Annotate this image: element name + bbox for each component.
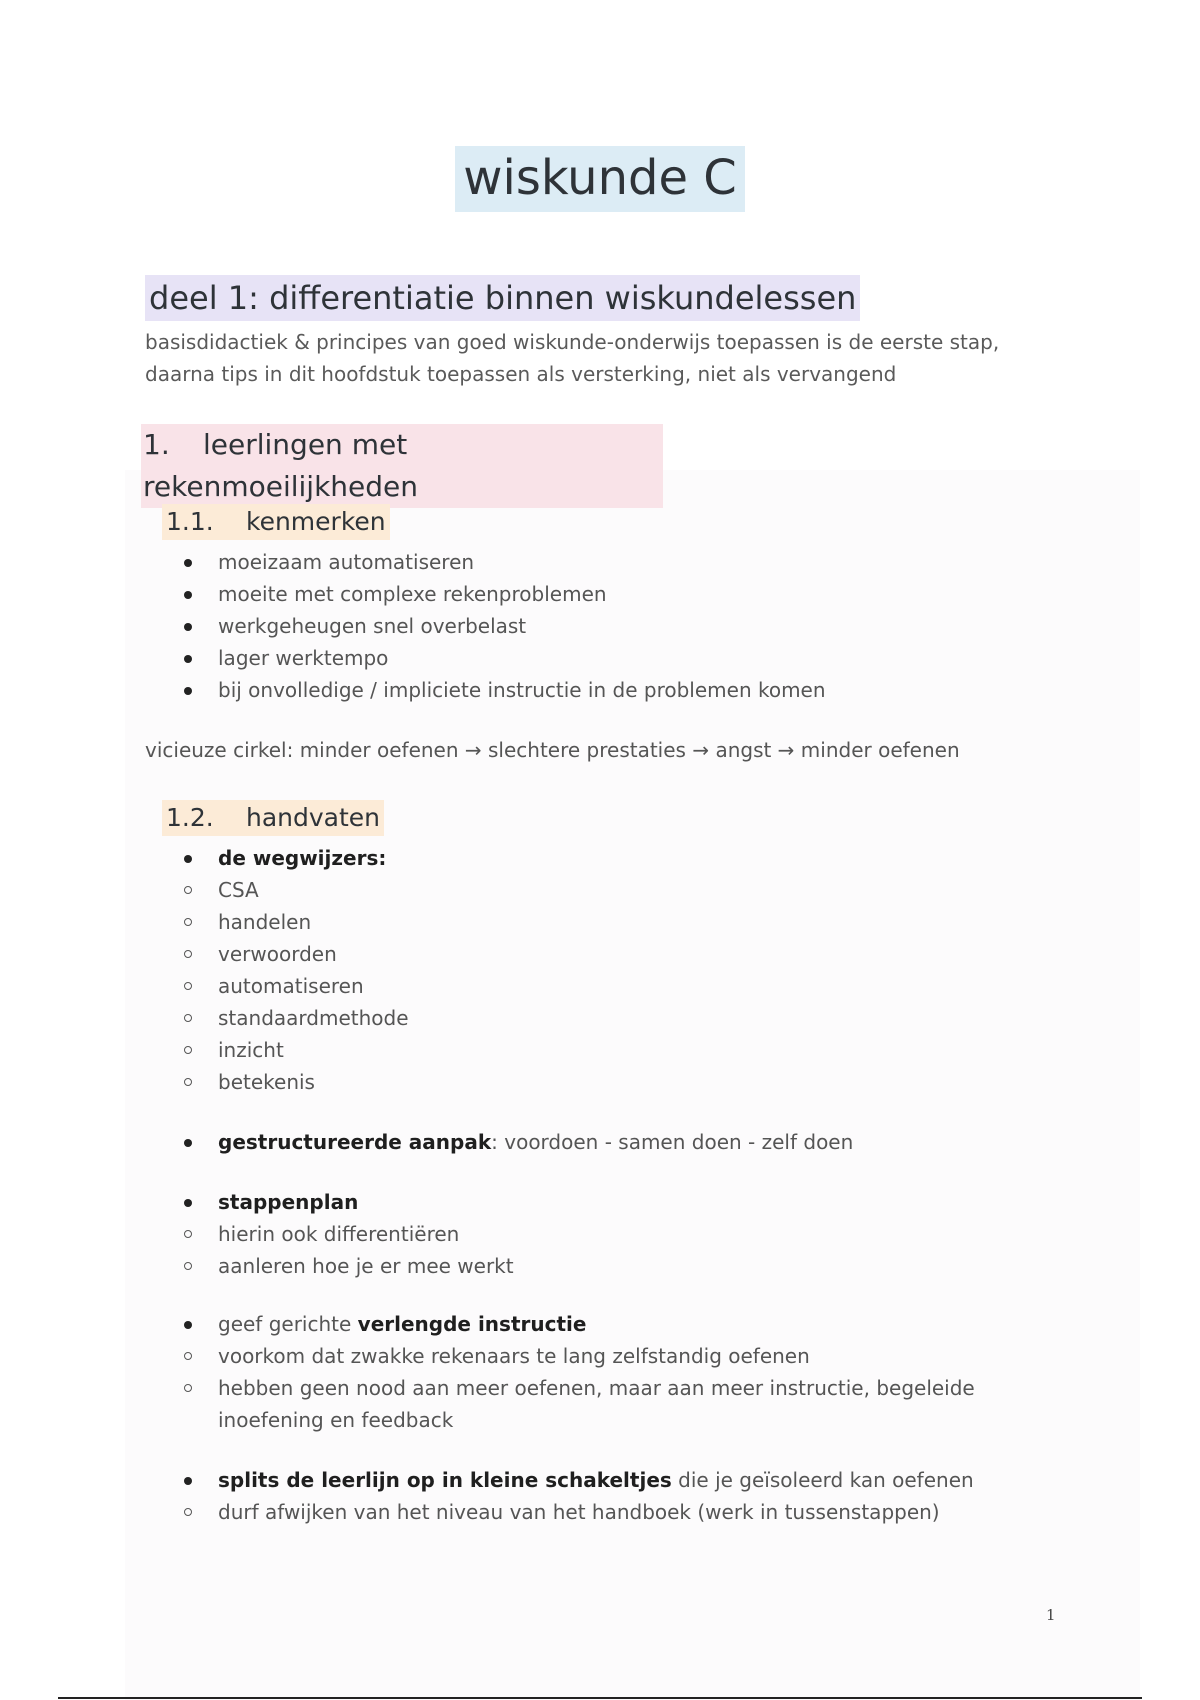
- bullet-icon: [184, 623, 192, 631]
- list-item: [218, 546, 826, 578]
- bullet-icon: [184, 591, 192, 599]
- sublist-item: [146, 1034, 409, 1066]
- sublist-item: [146, 1372, 975, 1404]
- circle-bullet-icon: [184, 1078, 192, 1086]
- kenmerken-list: [218, 546, 826, 706]
- leerlijn-sublist: [146, 1496, 974, 1528]
- handvat-text: die je geïsoleerd kan oefenen: [671, 1468, 974, 1492]
- list-item-text: moeizaam automatiseren: [218, 550, 475, 574]
- sublist-item-text: voorkom dat zwakke rekenaars te lang zelfstandig oefenen: [218, 1344, 810, 1368]
- list-item: [218, 578, 826, 610]
- circle-bullet-icon: [184, 1352, 192, 1360]
- list-item: [218, 674, 826, 706]
- circle-bullet-icon: [184, 886, 192, 894]
- circle-bullet-icon: [184, 1262, 192, 1270]
- section-number: 1.: [143, 428, 170, 461]
- circle-bullet-icon: [184, 1508, 192, 1516]
- list-item-text: moeite met complexe rekenproblemen: [218, 582, 607, 606]
- sublist-item-text: hebben geen nood aan meer oefenen, maar aan meer instructie, begeleide: [218, 1376, 975, 1400]
- circle-bullet-icon: [184, 1014, 192, 1022]
- sublist-item-continuation: [146, 1404, 975, 1436]
- handvat-aanpak: [218, 1126, 853, 1158]
- sublist-item: [146, 1250, 514, 1282]
- sublist-item: [146, 1066, 409, 1098]
- instructie-sublist: [146, 1340, 975, 1436]
- bullet-icon: [184, 559, 192, 567]
- bullet-icon: [184, 1321, 192, 1329]
- intro-line: basisdidactiek & principes van goed wiskunde-onderwijs toepassen is de eerste stap,: [145, 330, 1000, 354]
- bullet-icon: [184, 655, 192, 663]
- sublist-item: [146, 938, 409, 970]
- part-heading: deel 1: differentiatie binnen wiskundelessen: [145, 275, 860, 321]
- section-heading-1: [141, 424, 663, 508]
- handvat-leerlijn: [218, 1464, 974, 1528]
- subsection-heading-handvaten: [162, 800, 384, 836]
- circle-bullet-icon: [184, 982, 192, 990]
- section-title: leerlingen met rekenmoeilijkheden: [143, 428, 418, 503]
- handvat-label: verlengde instructie: [357, 1312, 587, 1336]
- handvat-label: de wegwijzers:: [218, 846, 387, 870]
- sublist-item: [146, 1002, 409, 1034]
- handvat-stappenplan: [218, 1186, 514, 1282]
- intro-line: daarna tips in dit hoofdstuk toepassen als versterking, niet als vervangend: [145, 362, 897, 386]
- sublist-item-text: CSA: [218, 878, 259, 902]
- circle-bullet-icon: [184, 950, 192, 958]
- handvat-text: : voordoen - samen doen - zelf doen: [491, 1130, 854, 1154]
- sublist-item-text: hierin ook differentiëren: [218, 1222, 460, 1246]
- list-item: [218, 642, 826, 674]
- list-item-text: lager werktempo: [218, 646, 389, 670]
- wegwijzers-sublist: [146, 874, 409, 1098]
- vicious-cycle-text: vicieuze cirkel: minder oefenen → slechtere prestaties → angst → minder oefenen: [145, 738, 960, 762]
- subsection-title: kenmerken: [246, 507, 386, 536]
- handvat-instructie: [218, 1308, 975, 1436]
- sublist-item: [146, 874, 409, 906]
- bottom-divider: [58, 1697, 1142, 1699]
- sublist-item-text: verwoorden: [218, 942, 337, 966]
- page-number: 1: [1046, 1606, 1056, 1624]
- sublist-item-text: handelen: [218, 910, 312, 934]
- sublist-item: [146, 970, 409, 1002]
- handvat-wegwijzers: [218, 842, 409, 1098]
- subsection-title: handvaten: [246, 803, 381, 832]
- sublist-item-text: aanleren hoe je er mee werkt: [218, 1254, 514, 1278]
- bullet-icon: [184, 855, 192, 863]
- handvat-prefix: geef gerichte: [218, 1312, 358, 1336]
- list-item-text: bij onvolledige / impliciete instructie in de problemen komen: [218, 678, 826, 702]
- sublist-item-text: durf afwijken van het niveau van het handboek (werk in tussenstappen): [218, 1500, 940, 1524]
- handvat-label: gestructureerde aanpak: [218, 1130, 492, 1154]
- circle-bullet-icon: [184, 1230, 192, 1238]
- sublist-item: [146, 906, 409, 938]
- subsection-heading-kenmerken: [162, 504, 390, 540]
- document-title: wiskunde C: [455, 146, 745, 212]
- list-item-text: werkgeheugen snel overbelast: [218, 614, 527, 638]
- bullet-icon: [184, 1139, 192, 1147]
- list-item: [218, 610, 826, 642]
- sublist-item-text: standaardmethode: [218, 1006, 409, 1030]
- sublist-item: [146, 1496, 974, 1528]
- circle-bullet-icon: [184, 1384, 192, 1392]
- sublist-item-text: inoefening en feedback: [218, 1408, 454, 1432]
- bullet-icon: [184, 1477, 192, 1485]
- subsection-number: 1.2.: [166, 803, 214, 832]
- sublist-item: [146, 1340, 975, 1372]
- handvat-label: splits de leerlijn op in kleine schakeltjes: [218, 1468, 672, 1492]
- bullet-icon: [184, 1199, 192, 1207]
- document-title-wrap: [0, 146, 1200, 212]
- circle-bullet-icon: [184, 1046, 192, 1054]
- sublist-item-text: automatiseren: [218, 974, 364, 998]
- circle-bullet-icon: [184, 918, 192, 926]
- bullet-icon: [184, 687, 192, 695]
- subsection-number: 1.1.: [166, 507, 214, 536]
- sublist-item-text: betekenis: [218, 1070, 315, 1094]
- sublist-item: [146, 1218, 514, 1250]
- intro-paragraph: [145, 326, 1065, 390]
- handvat-label: stappenplan: [218, 1190, 359, 1214]
- stappenplan-sublist: [146, 1218, 514, 1282]
- sublist-item-text: inzicht: [218, 1038, 284, 1062]
